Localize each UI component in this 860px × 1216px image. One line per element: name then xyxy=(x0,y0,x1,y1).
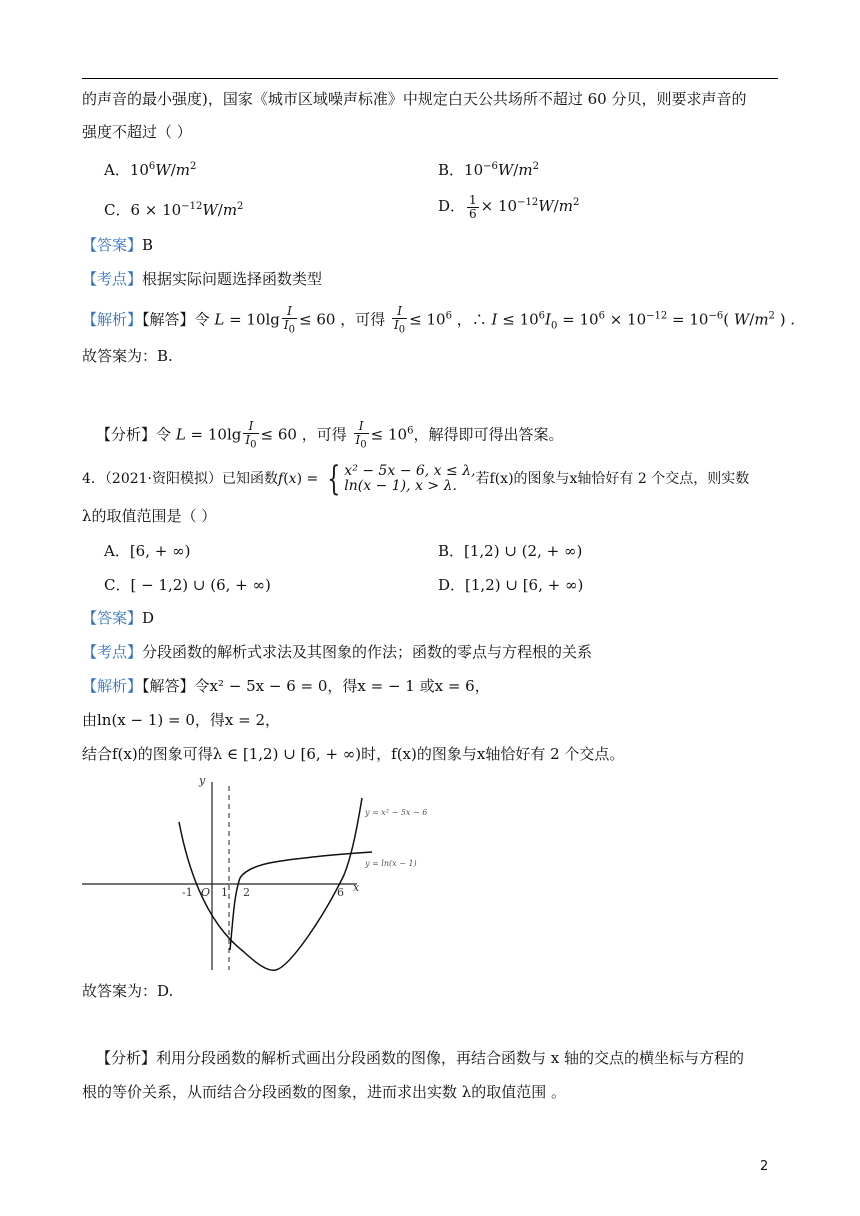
q4-stem-line2: λ的取值范围是（ ） xyxy=(82,507,217,525)
q4-kaodian: 【考点】分段函数的解析式求法及其图象的作法；函数的零点与方程根的关系 xyxy=(82,643,593,661)
q4-answer: 【答案】D xyxy=(82,609,155,627)
q4-conclusion: 故答案为：D. xyxy=(82,982,174,1000)
page-number: 2 xyxy=(760,1159,769,1174)
q4-solution-line3: 结合f(x)的图象可得λ ∈ [1,2) ∪ [6, + ∞)时，f(x)的图象与x轴恰好有 2 个交点。 xyxy=(82,745,625,763)
function-graph xyxy=(82,770,442,975)
q3-option-a: A．$10^6W/m^2$ xyxy=(104,161,197,179)
tick-label-neg1: -1 xyxy=(182,886,193,899)
q4-option-b: B．[1,2) ∪ (2, + ∞) xyxy=(438,542,583,560)
q4-jiexi: 【解析】【解答】令x² − 5x − 6 = 0，得x = − 1 或x = 6， xyxy=(82,677,490,695)
log-curve xyxy=(230,852,372,950)
q4-stem-line1: 4．（2021·资阳模拟）已知函数f(x) = { x² − 5x − 6, x ≤ λ, ln(x − 1), x > λ. 若f(x)的图象与x轴恰好有 2 个交点，则实数 xyxy=(82,459,750,499)
q4-option-c: C．[ − 1,2) ∪ (6, + ∞) xyxy=(104,576,271,594)
tick-label-2: 2 xyxy=(243,886,250,899)
origin-label: O xyxy=(201,886,211,899)
tick-label-6: 6 xyxy=(337,886,344,899)
q3-stem-line1: 的声音的最小强度)，国家《城市区域噪声标准》中规定白天公共场所不超过 60 分贝，则要求声音的 xyxy=(82,90,747,108)
y-axis-label: y xyxy=(199,774,206,787)
q3-option-c: C．$6 \times 10^{-12}W/m^2$ xyxy=(104,201,244,219)
q3-jiexi: 【解析】【解答】令 L = 10lg $\frac{I}{I_0}$ ≤ 60 ，可得 $\frac{I}{I_0}$ ≤ $10^6$ ，∴ $I \le 10^6I_0 = 10^6 \times 10^{-12} = 10^{-6}$( $W/m^2$ ) . xyxy=(82,304,796,336)
q3-kaodian: 【考点】根据实际问题选择函数类型 xyxy=(82,270,323,288)
tick-label-1: 1 xyxy=(221,886,228,899)
x-axis-label: x xyxy=(353,881,360,894)
parabola-label: y = x² − 5x − 6 xyxy=(365,808,428,817)
q3-option-b: B．$10^{-6}W/m^2$ xyxy=(438,161,539,179)
q4-fenxi-line2: 根的等价关系，从而结合分段函数的图象，进而求出实数 λ的取值范围 。 xyxy=(82,1083,567,1101)
q3-stem-line2: 强度不超过（ ） xyxy=(82,123,192,141)
q4-option-d: D．[1,2) ∪ [6, + ∞) xyxy=(438,576,584,594)
q3-option-d: D． $\frac{1}{6}$ × $10^{-12}W/m^2$ xyxy=(438,192,580,221)
q3-answer: 【答案】B xyxy=(82,236,154,254)
q4-option-a: A．[6, + ∞) xyxy=(104,542,191,560)
q3-conclusion: 故答案为：B. xyxy=(82,347,173,365)
q3-fenxi: 【分析】令 L = 10lg $\frac{I}{I_0}$ ≤ 60 ，可得 $\frac{I}{I_0}$ ≤ $10^6$，解得即可得出答案。 xyxy=(96,419,564,451)
header-rule xyxy=(82,78,778,79)
q4-fenxi-line1: 【分析】利用分段函数的解析式画出分段函数的图像，再结合函数与 x 轴的交点的横坐标与方程的 xyxy=(96,1049,745,1067)
log-label: y = ln(x − 1) xyxy=(365,859,417,868)
q4-solution-line2: 由ln(x − 1) = 0，得x = 2， xyxy=(82,711,281,729)
